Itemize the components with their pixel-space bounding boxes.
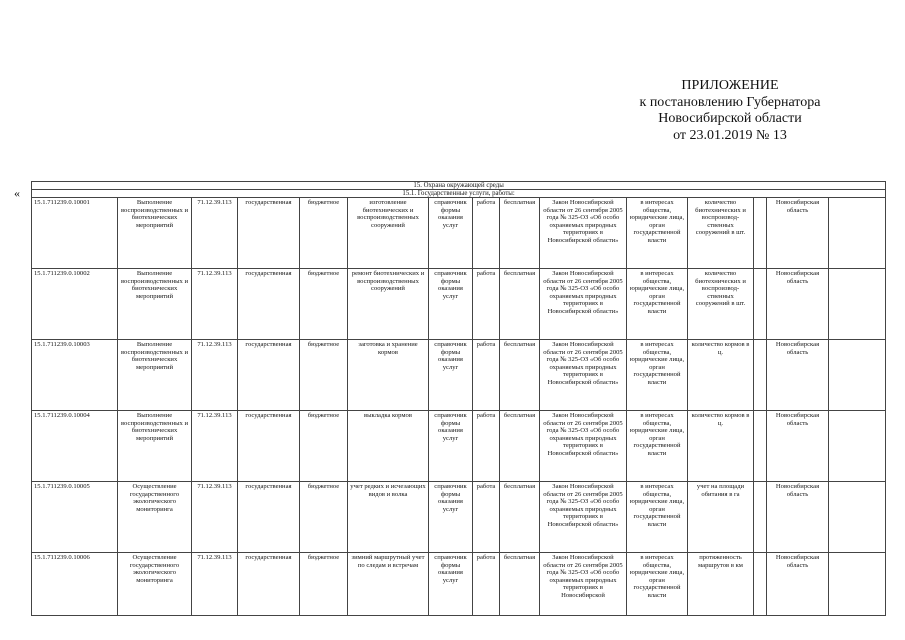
consumers-cell: в интересах общества, юридические лица, орган государственной власти	[627, 198, 688, 269]
volume-indicator-cell: протяженность маршрутов в км	[688, 553, 754, 616]
service-content-cell: зимний маршрутный учет по следам и встречам	[348, 553, 429, 616]
legal-basis-cell: Закон Новосибирской области от 26 сентября 2005 года № 325-ОЗ «Об особо охраняемых природных территориях в Новосибирской области»	[540, 411, 627, 482]
subsection-row	[32, 190, 886, 198]
empty-cell-cell	[754, 553, 767, 616]
legal-basis-cell: Закон Новосибирской области от 26 сентября 2005 года № 325-ОЗ «Об особо охраняемых природных территориях в Новосибирской области»	[540, 269, 627, 340]
payment-type-cell: бесплатная	[500, 269, 540, 340]
registry-code-cell: 15.1.711239.0.10002	[32, 269, 118, 340]
service-content-cell: учет редких и исчезающих видов и волка	[348, 482, 429, 553]
okved-code-cell: 71.12.39.113	[192, 198, 238, 269]
table-row	[32, 198, 886, 269]
registry-code-cell: 15.1.711239.0.10001	[32, 198, 118, 269]
territory-cell: Новосибирская область	[767, 269, 829, 340]
empty-cell-cell	[754, 340, 767, 411]
consumers-cell: в интересах общества, юридические лица, орган государственной власти	[627, 340, 688, 411]
service-type-cell: государственная	[238, 198, 300, 269]
legal-basis-cell: Закон Новосибирской области от 26 сентября 2005 года № 325-ОЗ «Об особо охраняемых природных территориях в Новосибирской области»	[540, 198, 627, 269]
volume-indicator-cell: учет на площади обитания в га	[688, 482, 754, 553]
provision-form-cell: справочник формы оказания услуг	[429, 411, 473, 482]
payment-type-cell: бесплатная	[500, 482, 540, 553]
provision-form-cell: справочник формы оказания услуг	[429, 482, 473, 553]
volume-indicator-cell: количество кормов в ц.	[688, 411, 754, 482]
okved-code-cell: 71.12.39.113	[192, 340, 238, 411]
work-type-cell: работа	[473, 411, 500, 482]
table-row	[32, 482, 886, 553]
work-type-cell: работа	[473, 482, 500, 553]
empty-cell-2-cell	[829, 198, 886, 269]
service-type-cell: государственная	[238, 340, 300, 411]
service-name-cell: Выполнение воспроизводственных и биотехнических мероприятий	[118, 198, 192, 269]
payment-type-cell: бесплатная	[500, 411, 540, 482]
volume-indicator-cell: количество кормов в ц.	[688, 340, 754, 411]
appendix-title: ПРИЛОЖЕНИЕ	[681, 78, 779, 93]
empty-cell-2-cell	[829, 340, 886, 411]
service-type-cell: государственная	[238, 269, 300, 340]
consumers-cell: в интересах общества, юридические лица, орган государственной власти	[627, 411, 688, 482]
work-type-cell: работа	[473, 269, 500, 340]
table-row	[32, 553, 886, 616]
financing-cell: бюджетное	[300, 553, 348, 616]
service-type-cell: государственная	[238, 553, 300, 616]
opening-quote: «	[14, 186, 20, 200]
okved-code-cell: 71.12.39.113	[192, 411, 238, 482]
legal-basis-cell: Закон Новосибирской области от 26 сентября 2005 года № 325-ОЗ «Об особо охраняемых природных территориях в Новосибирской области»	[540, 340, 627, 411]
provision-form-cell: справочник формы оказания услуг	[429, 198, 473, 269]
payment-type-cell: бесплатная	[500, 198, 540, 269]
empty-cell-2-cell	[829, 482, 886, 553]
volume-indicator-cell: количество биотехнических и воспроизвод-ственных сооружений в шт.	[688, 198, 754, 269]
service-content-cell: изготовление биотехнических и воспроизводственных сооружений	[348, 198, 429, 269]
okved-code-cell: 71.12.39.113	[192, 553, 238, 616]
registry-code-cell: 15.1.711239.0.10004	[32, 411, 118, 482]
financing-cell: бюджетное	[300, 198, 348, 269]
service-type-cell: государственная	[238, 411, 300, 482]
empty-cell-2-cell	[829, 411, 886, 482]
territory-cell: Новосибирская область	[767, 553, 829, 616]
section-title: 15. Охрана окружающей среды	[32, 182, 886, 190]
section-row	[32, 182, 886, 190]
registry-code-cell: 15.1.711239.0.10003	[32, 340, 118, 411]
legal-basis-cell: Закон Новосибирской области от 26 сентября 2005 года № 325-ОЗ «Об особо охраняемых природных территориях в Новосибирской	[540, 553, 627, 616]
provision-form-cell: справочник формы оказания услуг	[429, 553, 473, 616]
provision-form-cell: справочник формы оказания услуг	[429, 269, 473, 340]
okved-code-cell: 71.12.39.113	[192, 482, 238, 553]
service-content-cell: ремонт биотехнических и воспроизводственных сооружений	[348, 269, 429, 340]
empty-cell-cell	[754, 198, 767, 269]
service-name-cell: Осуществление государственного экологического мониторинга	[118, 553, 192, 616]
empty-cell-cell	[754, 411, 767, 482]
services-table	[31, 181, 886, 616]
payment-type-cell: бесплатная	[500, 553, 540, 616]
consumers-cell: в интересах общества, юридические лица, орган государственной власти	[627, 553, 688, 616]
work-type-cell: работа	[473, 340, 500, 411]
legal-basis-cell: Закон Новосибирской области от 26 сентября 2005 года № 325-ОЗ «Об особо охраняемых природных территориях в Новосибирской области»	[540, 482, 627, 553]
consumers-cell: в интересах общества, юридические лица, орган государственной власти	[627, 269, 688, 340]
financing-cell: бюджетное	[300, 340, 348, 411]
empty-cell-2-cell	[829, 553, 886, 616]
provision-form-cell: справочник формы оказания услуг	[429, 340, 473, 411]
service-name-cell: Осуществление государственного экологического мониторинга	[118, 482, 192, 553]
service-name-cell: Выполнение воспроизводственных и биотехнических мероприятий	[118, 269, 192, 340]
financing-cell: бюджетное	[300, 411, 348, 482]
consumers-cell: в интересах общества, юридические лица, орган государственной власти	[627, 482, 688, 553]
service-type-cell: государственная	[238, 482, 300, 553]
appendix-line-1: к постановлению Губернатора	[639, 94, 821, 110]
work-type-cell: работа	[473, 198, 500, 269]
table-row	[32, 340, 886, 411]
territory-cell: Новосибирская область	[767, 482, 829, 553]
service-name-cell: Выполнение воспроизводственных и биотехнических мероприятий	[118, 411, 192, 482]
service-content-cell: заготовка и хранение кормов	[348, 340, 429, 411]
financing-cell: бюджетное	[300, 482, 348, 553]
payment-type-cell: бесплатная	[500, 340, 540, 411]
territory-cell: Новосибирская область	[767, 411, 829, 482]
financing-cell: бюджетное	[300, 269, 348, 340]
empty-cell-2-cell	[829, 269, 886, 340]
service-content-cell: выкладка кормов	[348, 411, 429, 482]
appendix-header	[580, 78, 880, 144]
registry-code-cell: 15.1.711239.0.10005	[32, 482, 118, 553]
appendix-line-2: Новосибирской области	[658, 111, 802, 126]
volume-indicator-cell: количество биотехнических и воспроизвод-ственных сооружений в шт.	[688, 269, 754, 340]
table-row	[32, 411, 886, 482]
subsection-title: 15.1. Государственные услуги, работы:	[32, 190, 886, 198]
empty-cell-cell	[754, 269, 767, 340]
territory-cell: Новосибирская область	[767, 340, 829, 411]
territory-cell: Новосибирская область	[767, 198, 829, 269]
okved-code-cell: 71.12.39.113	[192, 269, 238, 340]
registry-code-cell: 15.1.711239.0.10006	[32, 553, 118, 616]
appendix-line-3: от 23.01.2019 № 13	[673, 127, 787, 143]
table-row	[32, 269, 886, 340]
service-name-cell: Выполнение воспроизводственных и биотехнических мероприятий	[118, 340, 192, 411]
empty-cell-cell	[754, 482, 767, 553]
work-type-cell: работа	[473, 553, 500, 616]
